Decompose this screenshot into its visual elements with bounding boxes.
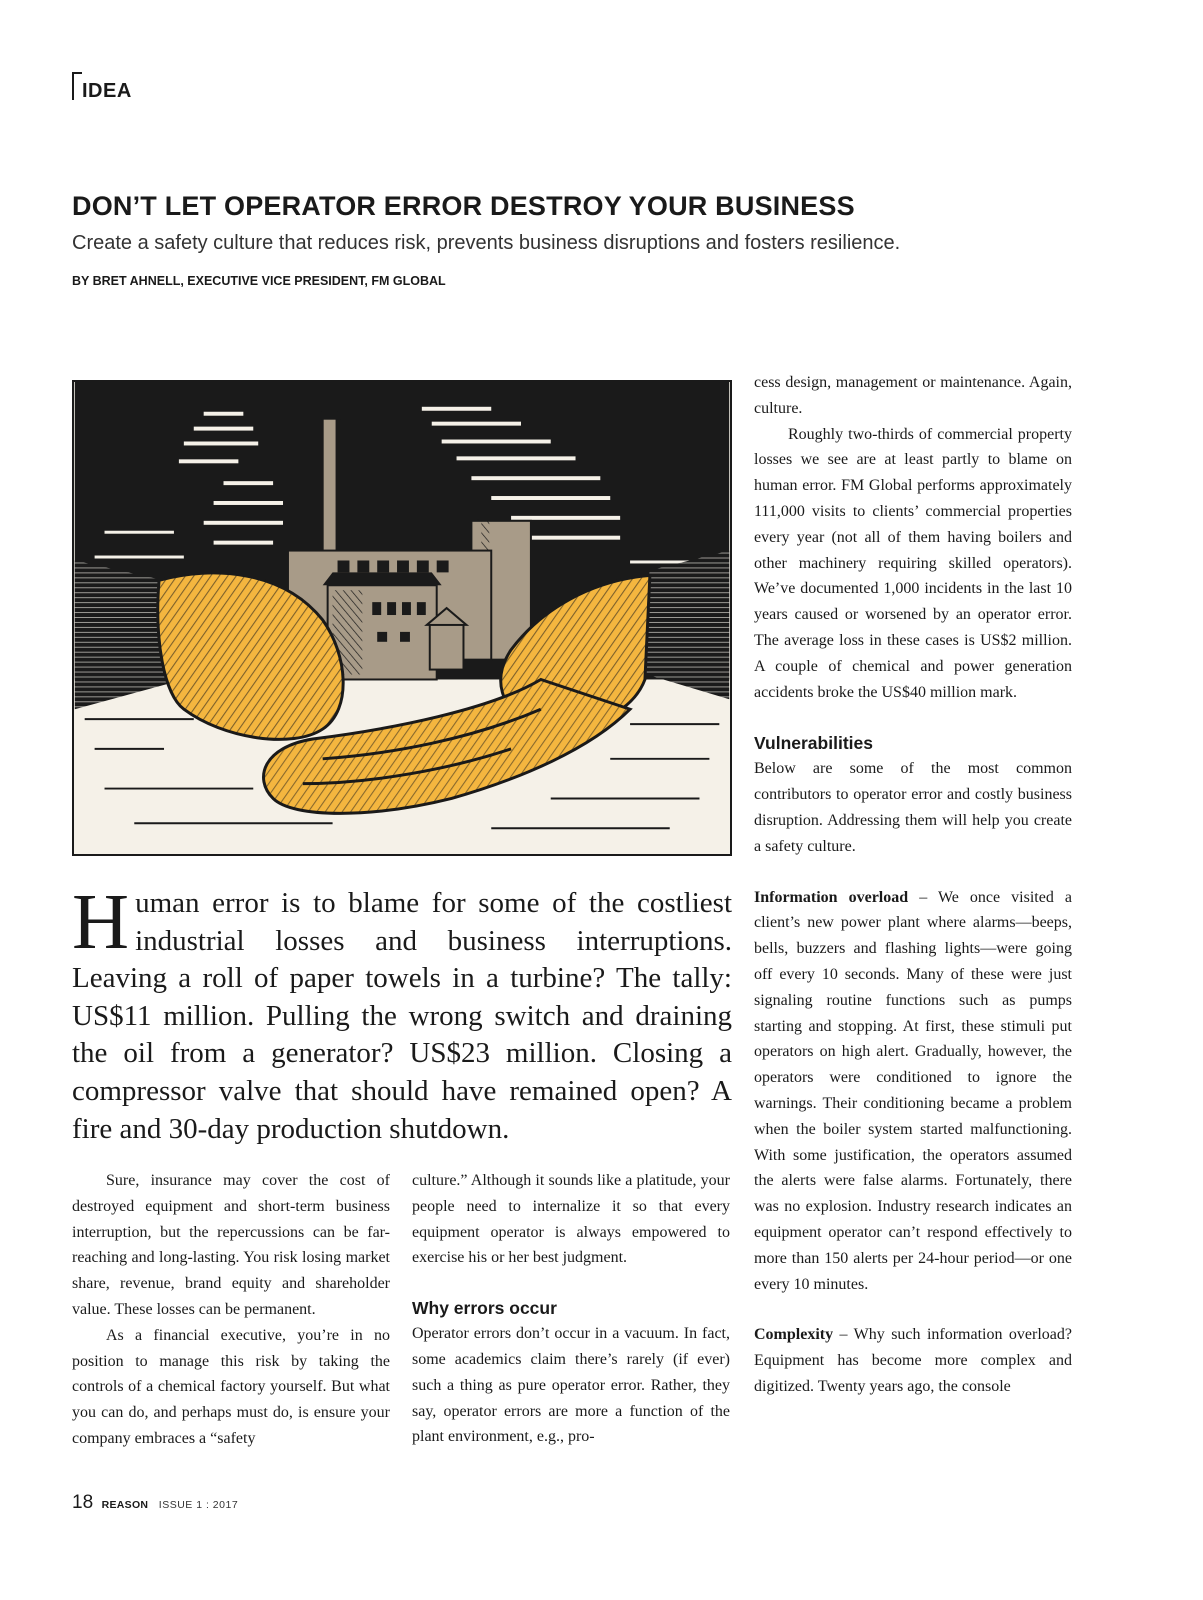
- article-headline: DON’T LET OPERATOR ERROR DESTROY YOUR BUSINESS: [72, 191, 855, 221]
- lead-in: Complexity: [754, 1326, 834, 1344]
- paragraph-text: – Why such information overload? Equipment has become more complex and digitized. Twenty years ago, the console: [754, 1326, 1072, 1395]
- section-bracket: [72, 72, 82, 100]
- lede-text: uman error is to blame for some of the costliest industrial losses and business interruptions. Leaving a roll of paper towels in a turbine? The tally: US$11 million. Pulling the wrong switch and draining the oil from a generator? US$23 million. Closing a compressor valve that should have remained open? A fire and 30-day production shutdown.: [72, 887, 732, 1145]
- section-label: IDEA: [82, 80, 132, 102]
- paragraph-complexity: [754, 1322, 1072, 1399]
- issue-label: ISSUE 1 : 2017: [158, 1499, 239, 1511]
- paragraph: Below are some of the most common contributors to operator error and costly business disruption. Addressing them will help you create a safety culture.: [754, 760, 1072, 855]
- page-number: 18: [72, 1492, 94, 1513]
- paragraph-information-overload: [754, 885, 1072, 1298]
- paragraph: Sure, insurance may cover the cost of destroyed equipment and short-term business interruption, but the repercussions can be far-reaching and long-lasting. You risk losing market share, revenue, brand equity and shareholder value. These losses can be permanent.: [72, 1172, 390, 1318]
- article-subhead: Create a safety culture that reduces risk, prevents business disruptions and fosters resilience.: [72, 232, 901, 254]
- paragraph: As a financial executive, you’re in no position to manage this risk by taking the controls of a chemical factory yourself. But what you can do, and perhaps must do, is ensure your company embraces a “safety: [72, 1326, 390, 1447]
- body-column-2: [412, 1168, 730, 1450]
- body-column-1: [72, 1168, 390, 1452]
- paragraph: cess design, management or maintenance. Again, culture.: [754, 374, 1072, 417]
- paragraph: culture.” Although it sounds like a platitude, your people need to internalize it so that every equipment operator is always empowered to exercise his or her best judgment.: [412, 1172, 730, 1267]
- paragraph: Operator errors don’t occur in a vacuum. In fact, some academics claim there’s rarely (if ever) such a thing as pure operator error. Rather, they say, operator errors are more a function of the plant environment, e.g., pro-: [412, 1325, 730, 1446]
- paragraph: Roughly two-thirds of commercial property losses we see are at least partly to blame on human error. FM Global performs approximately 111,000 visits to clients’ commercial properties every year (not all of them having boilers and other machinery requiring skilled operators). We’ve documented 1,000 incidents in the last 10 years caused or worsened by an operator error. The average loss in these cases is US$2 million. A couple of chemical and power generation accidents broke the US$40 million mark.: [754, 425, 1072, 701]
- drop-cap: H: [72, 879, 130, 966]
- section-heading-why-errors: Why errors occur: [412, 1298, 557, 1319]
- paragraph-text: – We once visited a client’s new power plant where alarms—beeps, bells, buzzers and flashing lights—were going off every 10 seconds. Many of these were just signaling routine functions such as pumps starting and stopping. At first, these stimuli put operators on high alert. Gradually, however, the operators were conditioned to ignore the warnings. Their conditioning became a problem when the boiler system started malfunctioning. With some justification, the operators assumed the alerts were false alarms. Fortunately, there was no explosion. Industry research indicates an equipment operator can’t respond effectively to more than 150 alerts per 24-hour period—or one every 10 minutes.: [754, 888, 1072, 1293]
- article-lede: [72, 879, 732, 1148]
- section-heading-vulnerabilities: Vulnerabilities: [754, 733, 873, 754]
- page-footer: [72, 1492, 238, 1514]
- factory-in-gloves-illustration: [72, 380, 732, 856]
- magazine-name: REASON: [101, 1499, 149, 1511]
- lead-in: Information overload: [754, 888, 909, 906]
- body-column-3: [754, 370, 1072, 1400]
- article-byline: BY BRET AHNELL, EXECUTIVE VICE PRESIDENT, FM GLOBAL: [72, 274, 446, 288]
- illustration-art: [74, 382, 730, 854]
